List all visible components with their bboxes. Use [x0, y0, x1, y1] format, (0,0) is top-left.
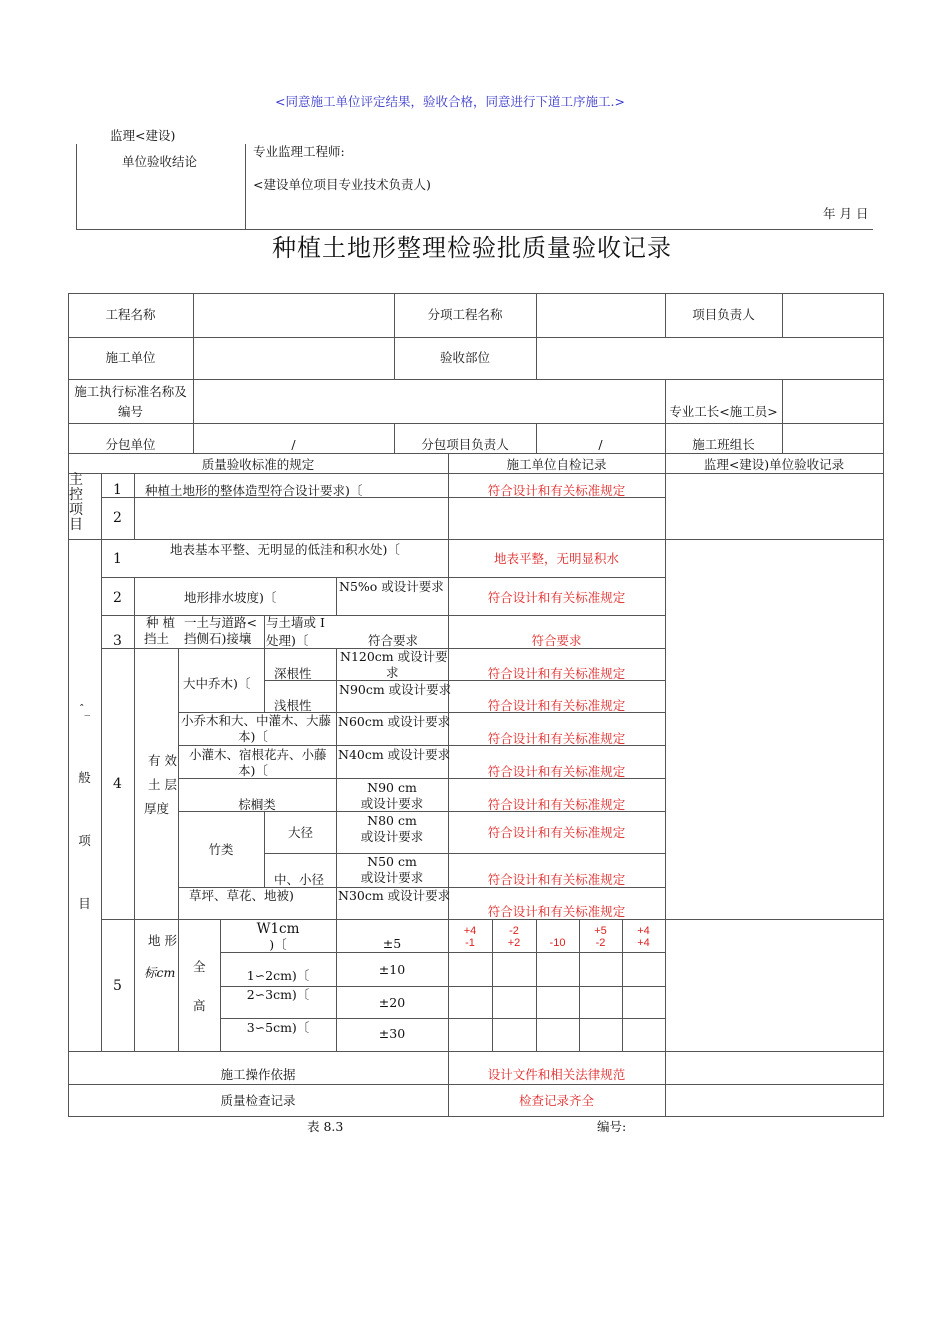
soil-label-2: 土 层: [148, 777, 177, 792]
sub-manager-label: 分包项目负责人: [421, 437, 509, 452]
shallow-root-req: N90cm 或设计要求: [339, 682, 452, 697]
lawn-result: 符合设计和有关标准规定: [487, 904, 626, 919]
measurement-4: +5 -2: [594, 925, 607, 949]
general-row4-num: 4: [113, 776, 122, 792]
general-row1-text: 地表基本平整、无明显的低洼和积水处)〔: [170, 542, 400, 557]
terrain-label-2: 标cm: [144, 965, 176, 980]
main-row1-text: 种植土地形的整体造型符合设计要求)〔: [145, 483, 363, 498]
general-row3-result: 符合要求: [531, 633, 582, 648]
deep-root-req-2: 求: [386, 665, 399, 680]
palm-result: 符合设计和有关标准规定: [487, 797, 626, 812]
engineer-label: 专业监理工程师:: [253, 144, 345, 159]
page-title: 种植土地形整理检验批质量验收记录: [272, 234, 672, 262]
general-row3-a2: 挡土: [144, 631, 170, 646]
tolerance-3: ±20: [378, 995, 406, 1010]
total-height-label-2: 高: [193, 998, 206, 1013]
small-diameter-result: 符合设计和有关标准规定: [487, 872, 626, 887]
general-label-2: 项: [78, 833, 91, 848]
palm-label: 棕榈类: [238, 797, 276, 812]
lawn-label: 草坪、草花、地被): [189, 888, 294, 903]
bamboo-label: 竹类: [208, 842, 234, 857]
general-row3-req: 符合要求: [368, 633, 419, 648]
small-tree-result: 符合设计和有关标准规定: [487, 731, 626, 746]
tolerance-4: ±30: [378, 1026, 406, 1041]
sub-manager-value: /: [598, 437, 603, 452]
supervision-label-2: 单位验收结论: [122, 154, 198, 169]
top-left-border: [76, 144, 77, 230]
project-manager-label: 项目负责人: [692, 307, 755, 322]
general-row2-result: 符合设计和有关标准规定: [487, 590, 626, 605]
standard-label-1: 施工执行标准名称及: [74, 384, 187, 399]
basis-result: 设计文件和相关法律规范: [487, 1067, 626, 1082]
subcontractor-value: /: [291, 437, 296, 452]
shallow-root-result: 符合设计和有关标准规定: [487, 698, 626, 713]
measurement-1: +4 -1: [463, 925, 477, 949]
height-w1-label: W1cm: [256, 921, 300, 937]
small-tree-req: N60cm 或设计要求: [338, 714, 451, 729]
general-row3-b2: 挡侧石)接壤: [184, 631, 252, 646]
foreman-label: 专业工长<施工员>: [669, 404, 778, 419]
deep-root-req-1: N120cm 或设计要: [340, 649, 448, 664]
small-diameter-req-1: N50 cm: [367, 854, 417, 869]
main-row1-result: 符合设计和有关标准规定: [487, 483, 626, 498]
basis-label: 施工操作依据: [220, 1067, 296, 1082]
supervision-label-1: 监理<建设): [110, 128, 176, 143]
shrub-label-2: 本)〔: [238, 763, 268, 778]
big-diameter-result: 符合设计和有关标准规定: [487, 825, 626, 840]
main-row1-num: 1: [113, 482, 122, 498]
small-tree-label-2: 本)〔: [238, 729, 268, 744]
general-row5-num: 5: [113, 978, 122, 994]
height-w1-label-b: )〔: [269, 937, 287, 952]
general-row2-req: N5%o 或设计要求: [339, 579, 444, 594]
general-row1-result: 地表平整，无明显积水: [493, 551, 619, 566]
general-row1-num: 1: [113, 551, 122, 567]
small-diameter-label: 中、小径: [274, 872, 325, 887]
small-diameter-req-2: 或设计要求: [360, 870, 424, 885]
small-tree-label-1: 小乔木和大、中灌木、大藤: [181, 713, 332, 728]
general-label-3: 目: [78, 896, 91, 911]
big-diameter-req-2: 或设计要求: [360, 829, 424, 844]
general-label-1: 般: [78, 770, 91, 785]
measurement-3: -10: [549, 937, 566, 949]
spec-col-header: 质量验收标准的规定: [201, 457, 315, 472]
self-check-col-header: 施工单位自检记录: [506, 457, 607, 472]
general-row2-num: 2: [113, 590, 122, 606]
deep-root-result: 符合设计和有关标准规定: [487, 666, 626, 681]
big-diameter-req-1: N80 cm: [367, 813, 417, 828]
inspection-part-label: 验收部位: [439, 350, 490, 365]
project-name-label: 工程名称: [105, 307, 156, 322]
tolerance-1: ±5: [382, 936, 402, 951]
top-bottom-border: [76, 229, 873, 230]
general-row3-num: 3: [113, 633, 122, 649]
general-label-dash: ˆ_: [79, 703, 90, 716]
general-row2-text: 地形排水坡度)〔: [184, 590, 277, 605]
height-35-label: 3∽5cm)〔: [246, 1020, 310, 1035]
supervision-col-header: 监理<建设)单位验收记录: [703, 457, 845, 472]
soil-label-3: 厚度: [144, 801, 170, 816]
owner-rep-label: <建设单位项目专业技术负责人): [253, 177, 431, 192]
height-12-label: 1∽2cm)〔: [246, 968, 310, 983]
big-tree-label: 大中乔木)〔: [183, 676, 251, 691]
measurement-5: +4 +4: [637, 925, 650, 949]
sub-project-label: 分项工程名称: [427, 307, 503, 322]
palm-req-1: N90 cm: [367, 780, 417, 795]
shrub-result: 符合设计和有关标准规定: [487, 764, 626, 779]
standard-label-2: 编号: [117, 404, 143, 419]
soil-label-1: 有 效: [148, 753, 177, 768]
general-row3-c2: 处理)〔: [266, 633, 309, 648]
general-row3-a1: 种 植: [146, 615, 175, 630]
tolerance-2: ±10: [378, 962, 406, 977]
serial-label: 编号:: [597, 1119, 627, 1134]
lawn-req: N30cm 或设计要求: [338, 888, 451, 903]
general-row3-b1: 一土与道路<: [184, 615, 257, 630]
top-mid-border: [245, 144, 246, 230]
shrub-label-1: 小灌木、宿根花卉、小藤: [189, 747, 327, 762]
date-label: 年 月 日: [823, 206, 869, 221]
contractor-label: 施工单位: [105, 350, 156, 365]
records-label: 质量检查记录: [220, 1093, 296, 1108]
measurement-2: -2 +2: [507, 925, 521, 949]
main-row2-num: 2: [113, 510, 122, 526]
shallow-root-label: 浅根性: [274, 698, 312, 713]
records-result: 检查记录齐全: [518, 1093, 594, 1108]
table-number: 表 8.3: [307, 1119, 344, 1134]
team-leader-label: 施工班组长: [692, 437, 755, 452]
palm-req-2: 或设计要求: [360, 796, 424, 811]
main-control-label: 主 控 项 目: [69, 472, 83, 533]
terrain-label-1: 地 形: [148, 933, 177, 948]
row3-divider: [264, 615, 265, 648]
general-row3-c1: 与土墙或 I: [266, 615, 325, 630]
shrub-req: N40cm 或设计要求: [338, 747, 451, 762]
deep-root-label: 深根性: [274, 666, 312, 681]
total-height-label-1: 全: [193, 959, 206, 974]
subcontractor-label: 分包单位: [105, 437, 156, 452]
height-23-label: 2∽3cm)〔: [246, 987, 310, 1002]
approval-note: <同意施工单位评定结果，验收合格，同意进行下道工序施工.>: [275, 94, 625, 109]
big-diameter-label: 大径: [288, 825, 314, 840]
